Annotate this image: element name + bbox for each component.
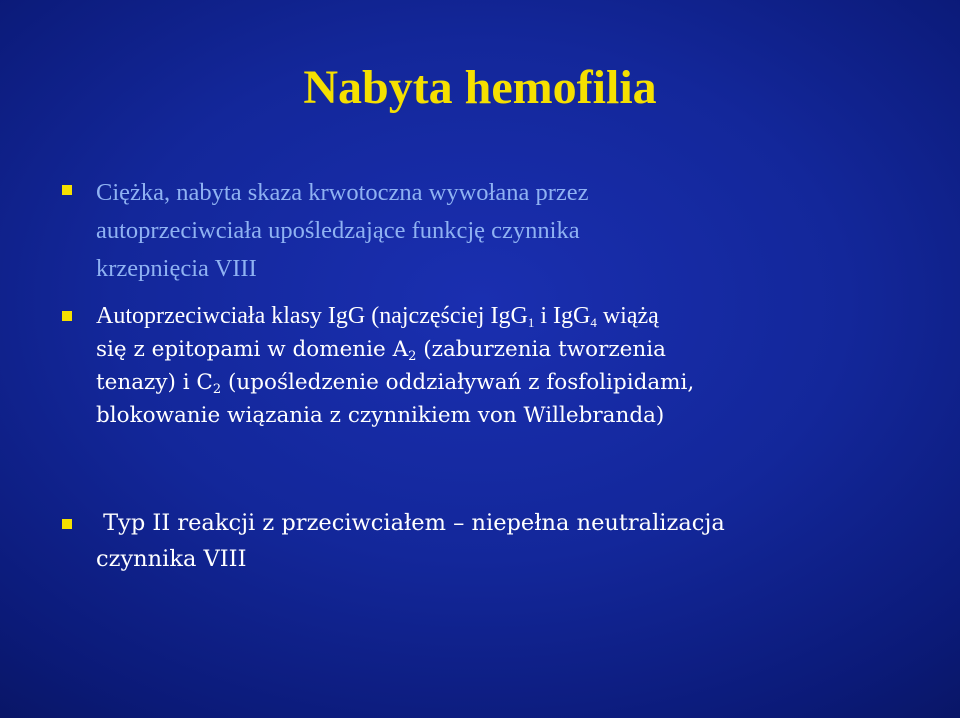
subscript-4: 4 <box>590 315 597 330</box>
square-bullet-icon <box>62 519 72 529</box>
bullet-2-line-1 <box>96 300 916 333</box>
bullet-2-line-2-end: (zaburzenia tworzenia <box>416 337 666 362</box>
bullet-2-line-1-start: Autoprzeciwciała klasy IgG (najczęściej IgG <box>96 303 528 329</box>
bullet-2-line-2 <box>96 333 916 366</box>
bullet-1-line-2: autoprzeciwciała upośledzające funkcję czynnika <box>96 217 580 244</box>
subscript-c2: 2 <box>212 382 222 397</box>
bullet-2-line-3-start: tenazy) i C <box>96 370 213 395</box>
square-bullet-icon <box>62 311 72 321</box>
bullet-2-line-1-end: wiążą <box>596 303 659 329</box>
bullet-text-1 <box>96 174 896 288</box>
bullet-3-line-1: Typ II reakcji z przeciwciałem – niepełna neutralizacja <box>96 510 725 536</box>
bullet-2-line-3 <box>96 366 916 399</box>
slide-title: Nabyta hemofilia <box>303 61 657 114</box>
subscript-a2: 2 <box>408 349 417 364</box>
bullet-1-line-3: krzepnięcia VIII <box>96 255 257 282</box>
bullet-1-line-1: Ciężka, nabyta skaza krwotoczna wywołana przez <box>96 179 589 206</box>
bullet-3-line-2: czynnika VIII <box>96 546 247 572</box>
bullet-text-3 <box>96 505 916 577</box>
bullet-2-line-3-end: (upośledzenie oddziaływań z fosfolipidami, <box>221 370 695 395</box>
bullet-text-2 <box>96 300 916 432</box>
subscript-1: 1 <box>527 315 535 330</box>
bullet-2-line-2-start: się z epitopami w domenie A <box>96 337 409 362</box>
bullet-2-line-4: blokowanie wiązania z czynnikiem von Willebranda) <box>96 403 665 428</box>
square-bullet-icon <box>62 185 72 195</box>
bullet-2-line-1-mid: i IgG <box>534 303 591 329</box>
